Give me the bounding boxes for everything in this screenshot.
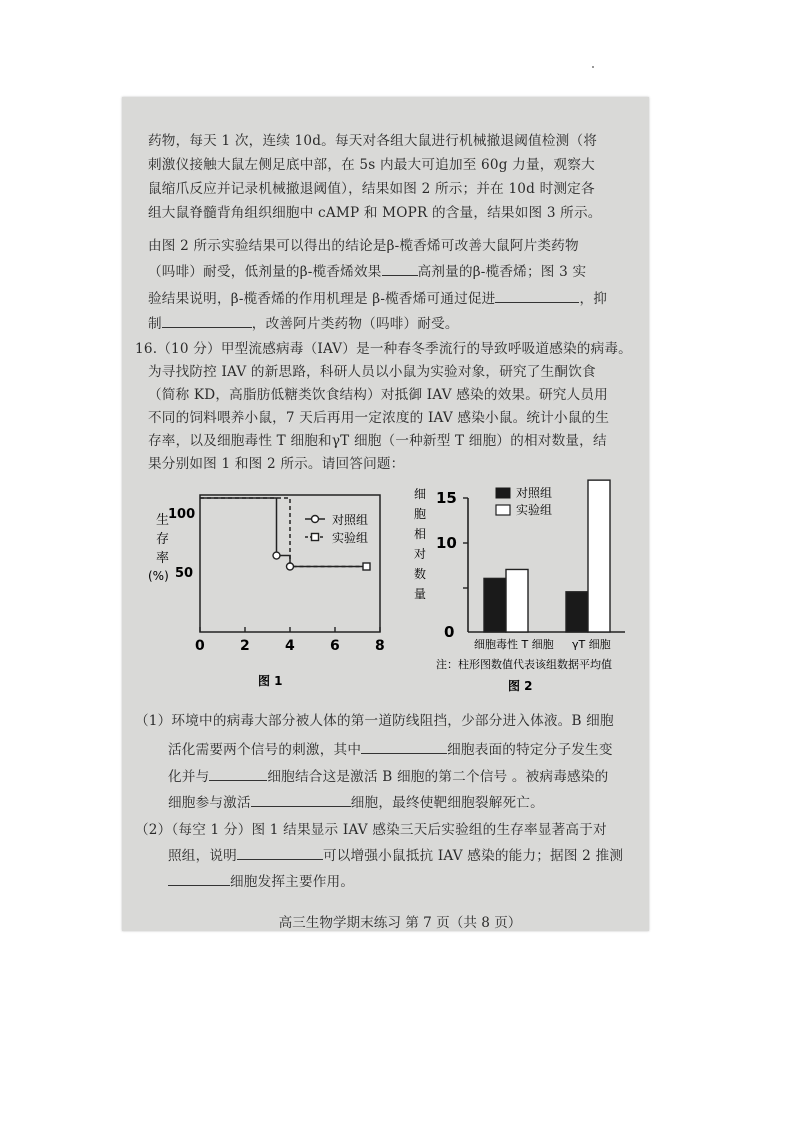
fig1-ylabel-unit: (%) — [148, 569, 169, 583]
text-line — [168, 766, 608, 787]
text-segment: ，抑 — [579, 291, 608, 307]
text-line: 鼠缩爪反应并记录机械撤退阈值），结果如图 2 所示；并在 10d 时测定各 — [148, 181, 595, 197]
text-segment: 细胞参与激活 — [168, 795, 251, 811]
answer-blank[interactable] — [495, 288, 579, 303]
answer-blank[interactable] — [361, 739, 447, 754]
answer-blank[interactable] — [382, 261, 418, 276]
text-segment: 可以增强小鼠抵抗 IAV 感染的能力；据图 2 推测 — [322, 848, 624, 864]
text-line — [148, 313, 459, 334]
fig2-category-label: γT 细胞 — [572, 638, 611, 651]
fig2-note: 注：柱形图数值代表该组数据平均值 — [436, 658, 612, 671]
text-line: 刺激仪接触大鼠左侧足底中部，在 5s 内最大可追加至 60g 力量，观察大 — [148, 157, 595, 173]
text-line — [168, 739, 613, 760]
text-line: 果分别如图 1 和图 2 所示。请回答问题： — [148, 456, 405, 472]
text-line: 为寻找防控 IAV 的新思路，科研人员以小鼠为实验对象，研究了生酮饮食 — [148, 364, 596, 380]
fig2-ylabel-char: 数 — [414, 567, 427, 581]
text-segment: 验结果说明，β-榄香烯的作用机理是 β-榄香烯可通过促进 — [148, 291, 496, 307]
fig2-ylabel-char: 胞 — [414, 507, 427, 521]
text-segment: 高剂量的β-榄香烯；图 3 实 — [417, 264, 587, 280]
fig1-xtick: 6 — [330, 638, 340, 654]
answer-blank[interactable] — [162, 313, 252, 328]
text-segment: 细胞结合这是激活 B 细胞的第二个信号 。被病毒感染的 — [267, 769, 609, 785]
text-line: 存率，以及细胞毒性 T 细胞和γT 细胞（一种新型 T 细胞）的相对数量，结 — [148, 433, 607, 449]
scan-speck — [592, 66, 594, 68]
fig2-ytick: 10 — [436, 534, 457, 552]
text-line — [148, 261, 586, 282]
fig2-ytick: 15 — [436, 489, 457, 507]
text-segment: 化并与 — [168, 769, 210, 785]
fig2-caption: 图 2 — [508, 679, 533, 693]
text-line — [168, 845, 623, 866]
text-segment: ，改善阿片类药物（吗啡）耐受。 — [251, 316, 459, 332]
fig1-ylabel-char: 生 — [156, 513, 170, 528]
fig1-ytick: 50 — [175, 566, 194, 581]
fig2-ylabel-char: 量 — [414, 587, 427, 601]
answer-blank[interactable] — [168, 871, 230, 886]
fig1-xtick: 8 — [375, 638, 385, 654]
text-segment: 细胞，最终使靶细胞裂解死亡。 — [350, 795, 544, 811]
answer-blank[interactable] — [237, 845, 323, 860]
fig1-xtick: 4 — [285, 638, 295, 654]
fig1-ylabel-char: 率 — [156, 551, 170, 566]
fig1-ylabel-char: 存 — [156, 532, 170, 547]
text-line — [148, 288, 607, 309]
text-segment: 制 — [148, 316, 162, 332]
fig2-ytick: 0 — [444, 623, 455, 641]
fig1-ytick: 100 — [168, 507, 196, 522]
text-line: 组大鼠脊髓背角组织细胞中 cAMP 和 MOPR 的含量，结果如图 3 所示。 — [148, 205, 602, 221]
text-segment: 细胞表面的特定分子发生变 — [447, 742, 613, 758]
text-line: 不同的饲料喂养小鼠，7 天后再用一定浓度的 IAV 感染小鼠。统计小鼠的生 — [148, 410, 610, 426]
legend-label-experiment: 实验组 — [516, 503, 553, 517]
text-segment: 照组，说明 — [168, 848, 237, 864]
text-line — [168, 792, 544, 813]
fig1-caption: 图 1 — [258, 674, 283, 688]
question-16-stem: 16.（10 分）甲型流感病毒（IAV）是一种春冬季流行的导致呼吸道感染的病毒。 — [135, 341, 632, 357]
text-line — [168, 871, 354, 892]
text-line: （1）环境中的病毒大部分被人体的第一道防线阻挡，少部分进入体液。B 细胞 — [135, 713, 614, 729]
text-segment: （吗啡）耐受，低剂量的β-榄香烯效果 — [148, 264, 382, 280]
legend-label-experiment: 实验组 — [332, 531, 369, 545]
answer-blank[interactable] — [209, 766, 267, 781]
legend-label-control: 对照组 — [332, 513, 369, 527]
text-segment: 活化需要两个信号的刺激，其中 — [168, 742, 362, 758]
legend-label-control: 对照组 — [516, 486, 553, 500]
text-line: （简称 KD，高脂肪低糖类饮食结构）对抵御 IAV 感染的效果。研究人员用 — [148, 387, 608, 403]
page-footer: 高三生物学期末练习 第 7 页（共 8 页） — [278, 915, 522, 931]
answer-blank[interactable] — [251, 792, 351, 807]
fig1-xtick: 0 — [195, 638, 205, 654]
fig1-xtick: 2 — [240, 638, 250, 654]
text-line: （2）（每空 1 分）图 1 结果显示 IAV 感染三天后实验组的生存率显著高于对 — [135, 822, 607, 838]
text-line: 由图 2 所示实验结果可以得出的结论是β-榄香烯可改善大鼠阿片类药物 — [148, 238, 579, 254]
text-line: 药物，每天 1 次，连续 10d。每天对各组大鼠进行机械撤退阈值检测（将 — [148, 133, 598, 149]
fig2-ylabel-char: 细 — [414, 487, 427, 501]
fig2-ylabel-char: 相 — [414, 527, 427, 541]
fig2-ylabel-char: 对 — [414, 547, 427, 561]
text-segment: 细胞发挥主要作用。 — [230, 874, 355, 890]
fig2-category-label: 细胞毒性 T 细胞 — [474, 638, 554, 651]
